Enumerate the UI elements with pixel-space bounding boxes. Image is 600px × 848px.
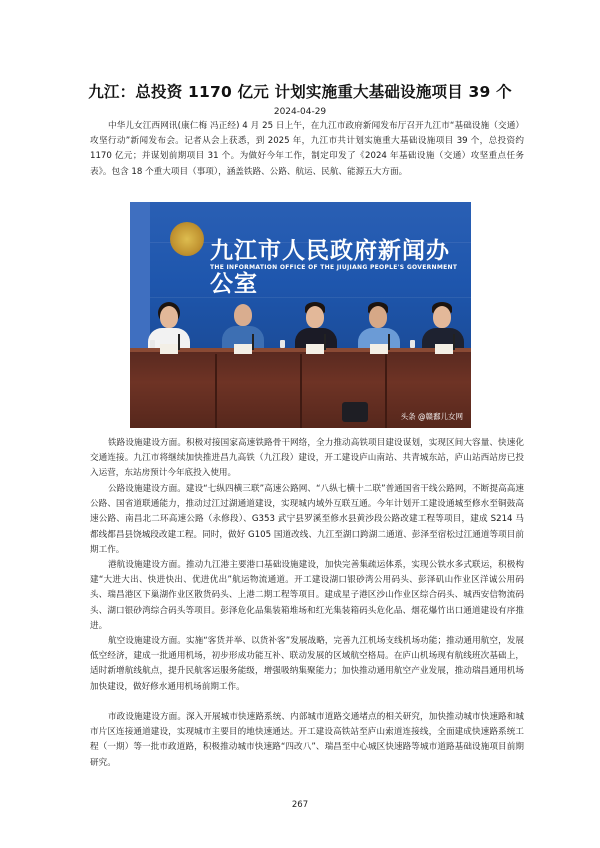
photo-sign-english: THE INFORMATION OFFICE OF THE JIUJIANG PEOPLE'S GOVERNMENT <box>210 264 458 271</box>
paragraph-railway: 铁路设施建设方面。积极对接国家高速铁路骨干网络，全力推动高铁项目建设谋划，实现区间大容量、快速化交通连接。九江市将继续加快推进昌九高铁（九江段）建设，开工建设庐山南站、共青城东站，庐山站西站房已投入运营，东站房预计今年底投入使用。 <box>90 438 524 479</box>
article-title: 九江：总投资 1170 亿元 计划实施重大基础设施项目 39 个 <box>88 83 512 101</box>
paragraph-port: 港航设施建设方面。推动九江港主要港口基础设施建设，加快完善集疏运体系，实现公铁水多式联运，积极构建“大进大出、快进快出、优进优出”航运物流通道。开工建设湖口银砂湾公用码头、彭泽矶山作业区洋诚公用码头、瑞昌港区下巢湖作业区散货码头、上港二期工程等项目。建成星子港区沙山作业区综合码头、城西安信物流码头、湖口银砂湾综合码头等项目。彭泽危化品集装箱堆场和红光集装箱码头危化品、烟花爆竹出口通道建设有序推进。 <box>90 560 524 631</box>
page-number: 267 <box>291 800 309 810</box>
photo-watermark: 头条 @赣鄱儿女网 <box>400 412 463 421</box>
paragraph-highway: 公路设施建设方面。建设“七纵四横三联”高速公路网、“八纵七横十二联”普通国省干线公路网，不断提高高速公路、国省道联通能力，推动过江过湖通道建设，实现城内域外互联互通。今年计划开工建设通城至修水至铜鼓高速公路、南昌北二环高速公路（永修段）、G353 武宁县罗溪至修水县黄沙段公路改建工程等项目，建成 S214 马都线都昌县饶城段改建工程。同时，做好 G105 国道改线、九江至湖口跨湖二通道、彭泽至宿松过江通道等项目前期工作。 <box>90 484 524 555</box>
photo-side-wall <box>130 202 150 352</box>
photo-sign-chinese: 九江市人民政府新闻办公室 <box>210 238 450 297</box>
press-conference-photo <box>130 202 471 428</box>
video-camera-icon <box>342 402 368 422</box>
paragraph-aviation: 航空设施建设方面。实施“客货并举、以货补客”发展战略，完善九江机场支线机场功能；推动通用航空，发展低空经济，建成一批通用机场，初步形成功能互补、联动发展的区域航空格局。在庐山机场现有航线班次基础上，适时新增航线航点，提升民航客运服务能级，增强吸纳集聚能力；加快推动通用航空产业发展，推动瑞昌通用机场加快建设，做好修水通用机场前期工作。 <box>90 636 524 692</box>
paragraph-intro: 中华儿女江西网讯(康仁梅 冯正经) 4 月 25 日上午，在九江市政府新闻发布厅召开九江市“基础设施（交通）攻坚行动”新闻发布会。记者从会上获悉，到 2025 年，九江市共计划实施重大基础设施项目 39 个，总投资约 1170 亿元；并谋划前期项目 31 个。为做好今年工作，制定印发了《2024 年基础设施（交通）攻坚重点任务表》。包含 18 个重大项目（事项），涵盖铁路、公路、航运、民航、能源五大方面。 <box>90 121 524 177</box>
government-emblem-icon <box>170 222 204 256</box>
article-date: 2024-04-29 <box>273 107 327 117</box>
paragraph-municipal: 市政设施建设方面。深入开展城市快速路系统、内部城市道路交通堵点的相关研究，加快推动城市快速路和城市片区连接通道建设，实现城市主要目的地快速通达。开工建设高铁站至庐山索道连接线，全面建成快速路系统工程（一期）等一批市政道路，积极推动城市快速路“四改八”、瑞昌至中心城区快速路等城市道路基础设施项目前期研究。 <box>90 712 524 768</box>
